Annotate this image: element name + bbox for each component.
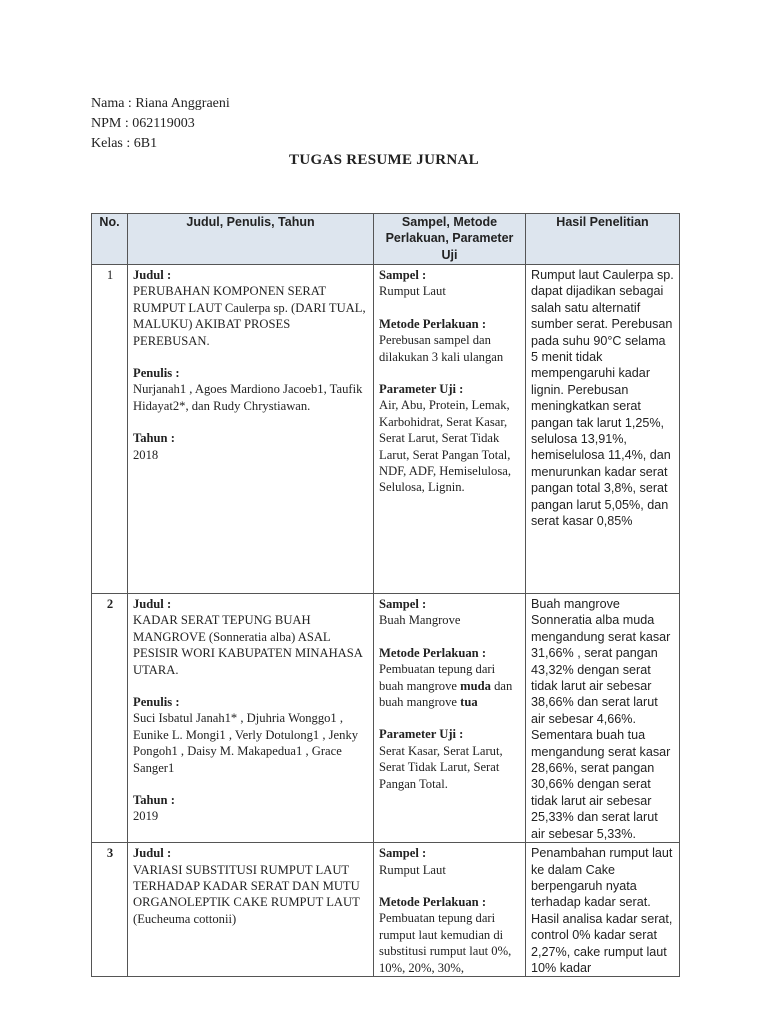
judul-label: Judul :: [133, 597, 172, 611]
metode-text-part: Pembuatan tepung dari buah mangrove: [379, 662, 496, 693]
table-row: [92, 265, 680, 594]
penulis-text: Suci Isbatul Janah1* , Djuhria Wonggo1 , Eunike L. Mongi1 , Verly Dotulong1 , Jenky Pongoh1 , Daisy M. Makapedua1 , Grace Sanger1: [133, 711, 359, 775]
header-sampel: Sampel, Metode Perlakuan, Parameter Uji: [374, 214, 526, 265]
metode-text: [379, 661, 521, 710]
judul-text: KADAR SERAT TEPUNG BUAH MANGROVE (Sonneratia alba) ASAL PESISIR WORI KABUPATEN MINAHASA UTARA.: [133, 613, 363, 677]
student-class: Kelas : 6B1: [91, 136, 158, 151]
sampel-text: Rumput Laut: [379, 862, 446, 877]
resume-table: [91, 213, 680, 977]
metode-bold-tua: tua: [460, 695, 478, 710]
hasil-cell: Rumput laut Caulerpa sp. dapat dijadikan sebagai salah satu alternatif sumber serat. Perebusan pada suhu 90°C selama 5 menit tidak mempengaruhi kadar lignin. Perebusan meningkatkan serat pangan tak larut 1,25%, selulosa 13,91%, hemiselulosa 11,4%, dan menurunkan kadar serat pangan total 3,8%, serat pangan larut 5,05%, dan serat kasar 0,85%: [526, 265, 680, 594]
sampel-text: Buah Mangrove: [379, 613, 461, 628]
parameter-text: Serat Kasar, Serat Larut, Serat Tidak Larut, Serat Pangan Total.: [379, 743, 503, 791]
table-header-row: [92, 214, 680, 265]
tahun-text: 2019: [133, 809, 159, 824]
student-info: [91, 94, 230, 154]
judul-cell: [128, 843, 374, 977]
penulis-text: Nurjanah1 , Agoes Mardiono Jacoeb1, Taufik Hidayat2*, dan Rudy Chrystiawan.: [133, 382, 363, 413]
metode-text: Pembuatan tepung dari rumput laut kemudian di substitusi rumput laut 0%, 10%, 20%, 30%,: [379, 911, 512, 975]
header-hasil: Hasil Penelitian: [526, 214, 680, 265]
row-number: 1: [92, 265, 128, 594]
judul-label: Judul :: [133, 268, 172, 282]
row-number: 2: [92, 594, 128, 843]
judul-cell: [128, 265, 374, 594]
sampel-cell: [374, 265, 526, 594]
judul-cell: [128, 594, 374, 843]
parameter-label: Parameter Uji :: [379, 382, 464, 397]
parameter-text: Air, Abu, Protein, Lemak, Karbohidrat, Serat Kasar, Serat Larut, Serat Tidak Larut, Serat Pangan Total, NDF, ADF, Hemiselulosa, Selulosa, Lignin.: [379, 398, 511, 495]
parameter-label: Parameter Uji :: [379, 727, 464, 742]
sampel-label: Sampel :: [379, 268, 427, 282]
row-number: 3: [92, 843, 128, 977]
penulis-label: Penulis :: [133, 695, 180, 710]
sampel-cell: [374, 594, 526, 843]
metode-text: Perebusan sampel dan dilakukan 3 kali ulangan: [379, 333, 504, 364]
hasil-cell: Penambahan rumput laut ke dalam Cake berpengaruh nyata terhadap kadar serat. Hasil analisa kadar serat, control 0% kadar serat 2,27%, cake rumput laut 10% kadar: [526, 843, 680, 977]
sampel-label: Sampel :: [379, 846, 427, 861]
metode-text-part: dan buah mangrove: [379, 678, 513, 710]
hasil-cell: Buah mangrove Sonneratia alba muda mengandung serat kasar 31,66% , serat pangan 43,32% dengan serat tidak larut air sebesar 38,66% dan serat larut air sebesar 4,66%. Sementara buah tua mengandung serat kasar 28,66%, serat pangan 30,66% dengan serat tidak larut air sebesar 25,33% dan serat larut air sebesar 5,33%.: [526, 594, 680, 843]
tahun-label: Tahun :: [133, 431, 175, 446]
judul-text: PERUBAHAN KOMPONEN SERAT RUMPUT LAUT Caulerpa sp. (DARI TUAL, MALUKU) AKIBAT PROSES PEREBUSAN.: [133, 284, 366, 348]
penulis-label: Penulis :: [133, 366, 180, 381]
student-name: Nama : Riana Anggraeni: [91, 96, 230, 111]
tahun-label: Tahun :: [133, 793, 175, 808]
header-judul: Judul, Penulis, Tahun: [128, 214, 374, 265]
metode-label: Metode Perlakuan :: [379, 316, 487, 331]
table-row: [92, 594, 680, 843]
metode-label: Metode Perlakuan :: [379, 645, 487, 660]
table-row: [92, 843, 680, 977]
judul-label: Judul :: [133, 846, 172, 861]
student-npm: NPM : 062119003: [91, 116, 195, 131]
sampel-text: Rumput Laut: [379, 284, 446, 299]
sampel-cell: [374, 843, 526, 977]
judul-text: VARIASI SUBSTITUSI RUMPUT LAUT TERHADAP KADAR SERAT DAN MUTU ORGANOLEPTIK CAKE RUMPUT LAUT (Eucheuma cottonii): [133, 862, 360, 926]
metode-label: Metode Perlakuan :: [379, 894, 487, 909]
document-title: TUGAS RESUME JURNAL: [289, 152, 479, 168]
tahun-text: 2018: [133, 447, 159, 462]
header-no: No.: [92, 214, 128, 265]
metode-bold-muda: muda: [460, 678, 491, 693]
sampel-label: Sampel :: [379, 597, 427, 611]
